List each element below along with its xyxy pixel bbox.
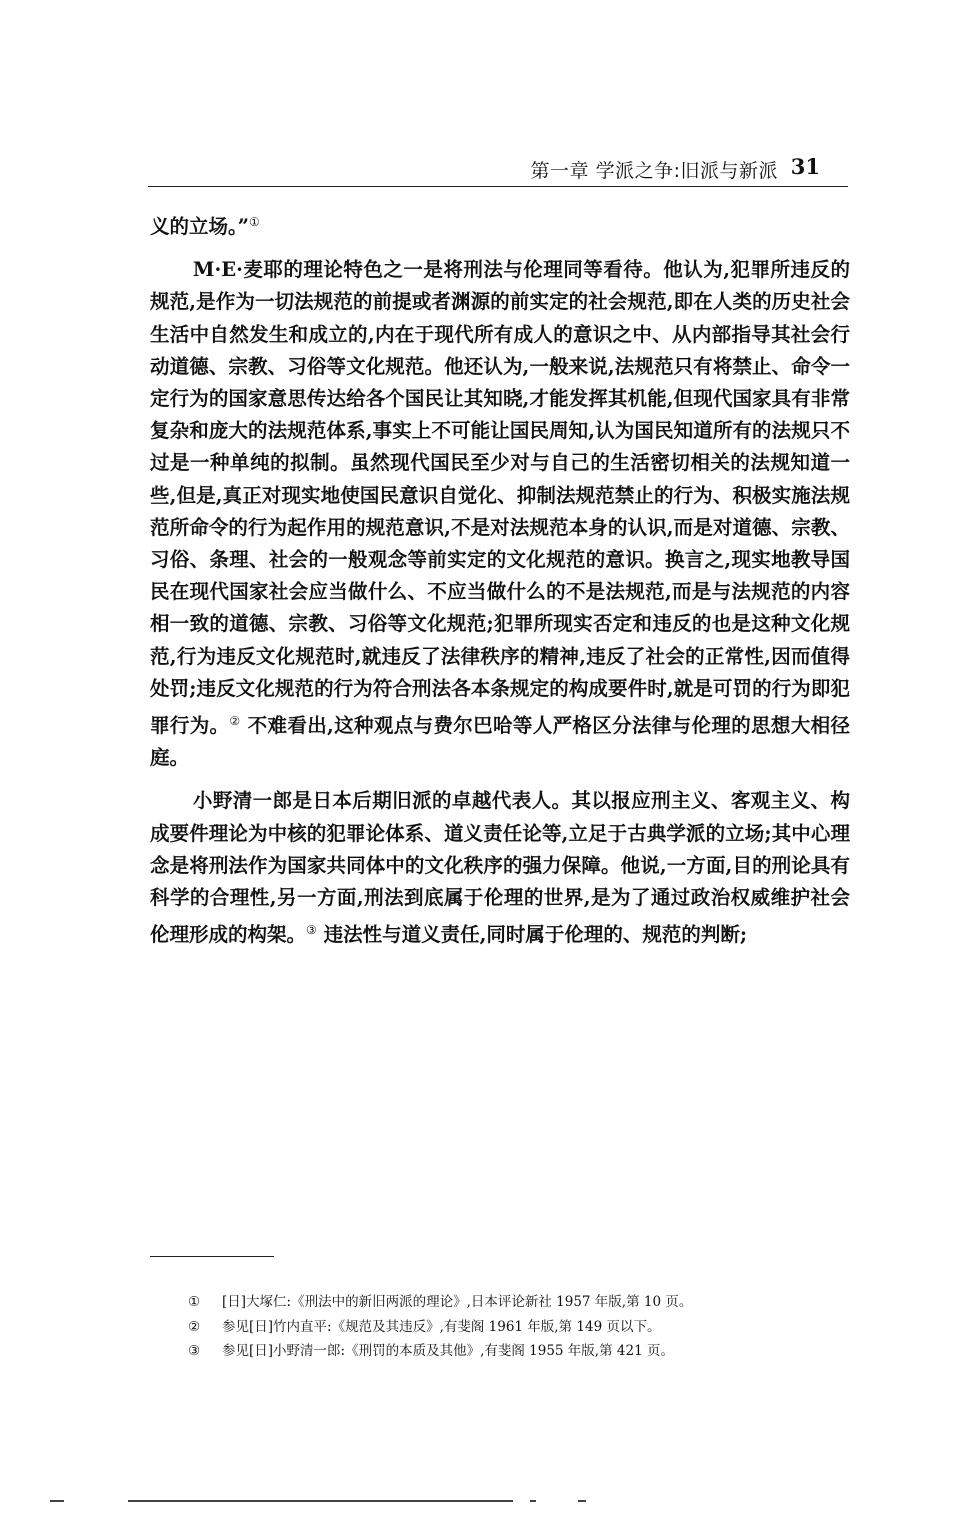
footnote-ref-3: ③ [306, 923, 317, 938]
footnote-3 [188, 1339, 848, 1364]
paragraph-text: M·E·麦耶的理论特色之一是将刑法与伦理同等看待。他认为,犯罪所违反的规范,是作为一切法规范的前提或者渊源的前实定的社会规范,即在人类的历史社会生活中自然发生和成立的,内在于现代所有成人的意识之中、从内部指导其社会行动道德、宗教、习俗等文化规范。他还认为,一般来说,法规范只有将禁止、命令一定行为的国家意思传达给各个国民让其知晓,才能发挥其机能,但现代国家具有非常复杂和庞大的法规范体系,事实上不可能让国民周知,认为国民知道所有的法规只不过是一种单纯的拟制。虽然现代国民至少对与自己的生活密切相关的法规知道一些,但是,真正对现实地使国民意识自觉化、抑制法规范禁止的行为、积极实施法规范所命令的行为起作用的规范意识,不是对法规范本身的认识,而是对道德、宗教、习俗、条理、社会的一般观念等前实定的文化规范的意识。换言之,现实地教导国民在现代国家社会应当做什么、不应当做什么的不是法规范,而是与法规范的内容相一致的道德、宗教、习俗等文化规范;犯罪所现实否定和违反的也是这种文化规范,行为违反文化规范时,就违反了法律秩序的精神,违反了社会的正常性,因而值得处罚;违反文化规范的行为符合刑法各本条规定的构成要件时,就是可罚的行为即犯罪行为。 [150, 258, 851, 738]
footnote-text: 参见[日]小野清一郎:《刑罚的本质及其他》,有斐阁 1955 年版,第 421 页。 [222, 1343, 674, 1359]
scan-artifact-left [50, 1500, 64, 1502]
footnote-mark: ① [188, 1294, 201, 1310]
paragraph-tail: 不难看出,这种观点与费尔巴哈等人严格区分法律与伦理的思想大相径庭。 [150, 714, 850, 770]
footnote-mark: ③ [188, 1343, 201, 1359]
body-text [150, 206, 850, 951]
paragraph-text: 小野清一郎是日本后期旧派的卓越代表人。其以报应刑主义、客观主义、构成要件理论为中核的犯罪论体系、道义责任论等,立足于古典学派的立场;其中心理念是将刑法作为国家共同体中的文化秩序的强力保障。他说,一方面,目的刑论具有科学的合理性,另一方面,刑法到底属于伦理的世界,是为了通过政治权威维护社会伦理形成的构架。 [150, 789, 851, 947]
scan-artifact-line [128, 1500, 513, 1502]
page-number: 31 [790, 154, 820, 179]
scan-artifact-dot [530, 1500, 536, 1502]
footnote-text: 参见[日]竹内直平:《规范及其违反》,有斐阁 1961 年版,第 149 页以下。 [222, 1318, 661, 1335]
footnote-divider [150, 1256, 274, 1257]
running-head: 第一章 学派之争:旧派与新派 [530, 160, 778, 182]
paragraph-2 [150, 254, 850, 774]
footnote-1 [188, 1290, 848, 1315]
footnote-text: [日]大塚仁:《刑法中的新旧两派的理论》,日本评论新社 1957 年版,第 10 页。 [222, 1294, 693, 1310]
page-header [148, 152, 848, 187]
footnote-mark: ② [188, 1318, 201, 1335]
footnote-2 [188, 1315, 848, 1340]
paragraph-3 [150, 785, 850, 951]
paragraph-tail: 违法性与道义责任,同时属于伦理的、规范的判断; [316, 923, 748, 947]
scan-artifact-dot [578, 1500, 586, 1502]
paragraph-1 [150, 206, 850, 243]
footnote-ref-1: ① [248, 215, 260, 229]
footnote-ref-2: ② [229, 714, 241, 729]
paragraph-text: 义的立场。” [150, 215, 249, 238]
footnotes [188, 1290, 848, 1364]
